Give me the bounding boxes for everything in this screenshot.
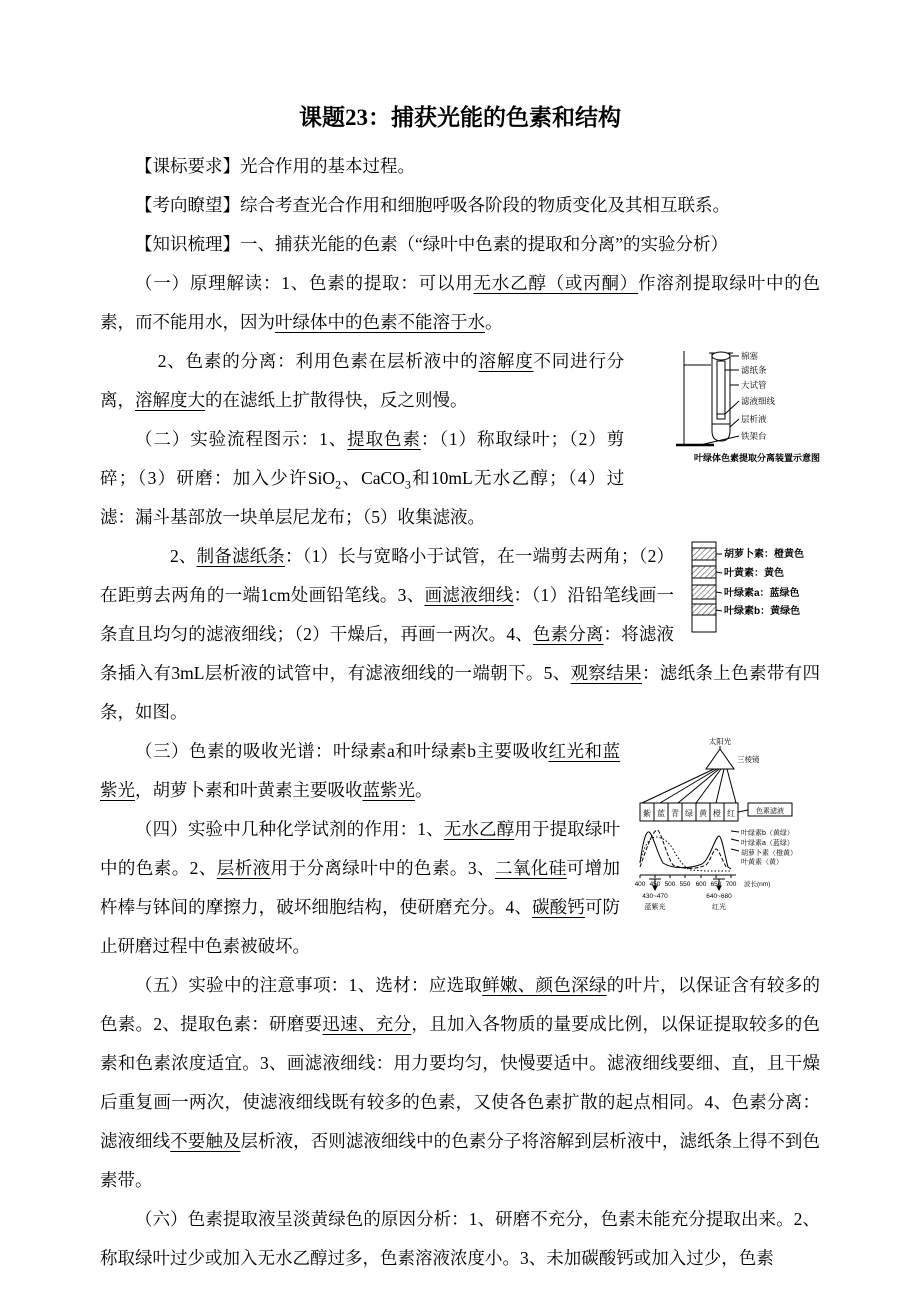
- spectrum-light-blue-violet: 蓝紫光: [644, 904, 666, 911]
- subscript-text-run: 2: [335, 477, 342, 492]
- strip-diagram: [686, 540, 820, 634]
- text-run: 作溶剂提取绿叶中的色素，而不能用水，因为: [100, 273, 821, 332]
- spectrum-range-red: 640~680: [706, 893, 732, 900]
- spectrum-tick-650: 650: [710, 881, 722, 888]
- spectrum-diagram: [632, 735, 820, 913]
- text-run: 的叶片，以保证含有较多的色素。2、提取色素：研磨要: [100, 975, 821, 1034]
- text-run: （二）实验流程图示：1、: [135, 429, 348, 449]
- apparatus-label-cotton-plug: 棉塞: [741, 351, 759, 361]
- strip-labels: [724, 547, 804, 617]
- underlined-text-run: 提取色素: [347, 429, 421, 449]
- underlined-text-run: 鲜嫩、颜色深绿: [482, 975, 607, 995]
- paragraph: [100, 1200, 820, 1278]
- strip-label-chlorophyll-a: 叶绿素a：蓝绿色: [724, 588, 800, 599]
- spectrum-label-prism: 三棱镜: [737, 755, 760, 764]
- text-run: ，胡萝卜素和叶黄素主要吸收: [135, 780, 363, 800]
- spectrum-curve-carotene: 胡萝卜素（橙黄）: [741, 850, 797, 857]
- text-run: 用于提取绿叶中的色素。2、: [100, 819, 621, 878]
- document-title: 课题23：捕获光能的色素和结构: [299, 105, 621, 130]
- text-run: 可增加杵棒与钵间的摩擦力，破坏细胞结构，使研磨充分。4、: [100, 858, 621, 917]
- spectrum-tick-400: 400: [634, 881, 646, 888]
- text-run: ：（1）沿铅笔线画一条直且均匀的滤液细线；（2）干燥后，再画一两次。4、: [100, 585, 675, 644]
- figure-extraction-apparatus: [636, 345, 820, 464]
- spectrum-color-yellow: 黄: [699, 809, 707, 818]
- paragraph: [100, 225, 820, 264]
- strip-label-lutein: 叶黄素：黄色: [724, 568, 784, 579]
- text-run: 和10mL无水乙醇；（4）过滤：漏斗基部放一块单层尼龙布；（5）收集滤液。: [100, 468, 625, 527]
- text-run: 、CaCO: [341, 468, 405, 488]
- spectrum-light-red: 红光: [712, 904, 726, 911]
- text-run: ：（1）长与宽略小于试管，在一端剪去两角；（2）在距剪去两角的一端1cm处画铅笔线。3、: [100, 546, 675, 605]
- spectrum-tick-600: 600: [695, 881, 707, 888]
- spectrum-drawing: [640, 746, 792, 890]
- underlined-text-run: 碳酸钙: [531, 897, 585, 917]
- underlined-text-run: 叶绿体中的色素不能溶于水: [275, 312, 485, 332]
- spectrum-label-filtrate: 色素滤液: [756, 808, 784, 815]
- text-run: 不同进行分离，: [100, 351, 625, 410]
- apparatus-label-chromatography-liquid: 层析液: [741, 414, 767, 424]
- spectrum-curve-lutein: 叶黄素（黄）: [741, 859, 783, 866]
- text-run: 【课标要求】光合作用的基本过程。: [135, 156, 415, 176]
- paragraph: [100, 966, 820, 1200]
- strip-label-chlorophyll-b: 叶绿素b：黄绿色: [724, 606, 801, 617]
- text-run: 2、: [170, 546, 197, 566]
- underlined-text-run: 无水乙醇（或丙酮）: [473, 273, 639, 293]
- spectrum-curve-chlorophyll-b: 叶绿素b（黄绿）: [741, 830, 794, 837]
- spectrum-x-axis-label: 波长(nm): [744, 881, 771, 888]
- apparatus-labels: [741, 351, 776, 441]
- spectrum-tick-500: 500: [664, 881, 676, 888]
- underlined-text-run: 色素分离: [532, 624, 604, 644]
- apparatus-label-paper-strip: 滤纸条: [741, 365, 767, 375]
- text-run: 。: [415, 780, 433, 800]
- apparatus-label-filtrate-line: 滤液细线: [741, 396, 776, 406]
- underlined-text-run: 制备滤纸条: [196, 546, 285, 566]
- apparatus-caption: 叶绿体色素提取分离装置示意图: [693, 453, 820, 463]
- underlined-text-run: 溶解度: [478, 351, 534, 371]
- text-run: （四）实验中几种化学试剂的作用：1、: [135, 819, 444, 839]
- apparatus-drawing: [676, 351, 739, 445]
- spectrum-color-violet: 紫: [643, 809, 651, 818]
- text-run: （六）色素提取液呈淡黄绿色的原因分析：1、研磨不充分，色素未能充分提取出来。2、称取绿叶过少或加入无水乙醇过多，色素溶液浓度小。3、未加碳酸钙或加入过少，色素: [100, 1209, 820, 1268]
- underlined-text-run: 无水乙醇: [443, 819, 515, 839]
- spectrum-label-sunlight: 太阳光: [708, 737, 732, 746]
- spectrum-color-blue: 蓝: [657, 809, 665, 818]
- strip-label-carotene: 胡萝卜素：橙黄色: [724, 549, 804, 560]
- document-body: [100, 147, 820, 1278]
- paragraph: [100, 147, 820, 186]
- text-run: 【知识梳理】一、捕获光能的色素（“绿叶中色素的提取和分离”的实验分析）: [135, 234, 729, 254]
- spectrum-tick-450: 450: [649, 881, 661, 888]
- text-run: （三）色素的吸收光谱：叶绿素a和叶绿素b主要吸收: [135, 741, 549, 761]
- apparatus-diagram: [674, 345, 782, 451]
- underlined-text-run: 红光和蓝紫光: [100, 741, 620, 800]
- spectrum-tick-550: 550: [679, 881, 691, 888]
- text-run: ：将滤液条插入有3mL层析液的试管中，有滤液细线的一端朝下。5、: [100, 624, 675, 683]
- subscript-text-run: 3: [404, 477, 411, 492]
- text-run: 可防止研磨过程中色素被破坏。: [100, 897, 621, 956]
- text-run: ：（1）称取绿叶；（2）剪碎；（3）研磨：加入少许SiO: [100, 429, 625, 488]
- spectrum-tick-700: 700: [725, 881, 737, 888]
- paragraph: [100, 537, 820, 732]
- apparatus-label-test-tube: 大试管: [741, 380, 767, 390]
- strip-drawing: [692, 542, 722, 632]
- text-run: ，且加入各物质的量要成比例，以保证提取较多的色素和色素浓度适宜。3、画滤液细线：用力要均匀，快慢要适中。滤液细线要细、直，且干燥后重复画一两次，使滤液细线既有较多的色素，又使各色素扩散的起点相同。4、色素分离：滤液细线: [100, 1014, 820, 1151]
- paragraph: [100, 264, 820, 342]
- text-run: 。: [485, 312, 503, 332]
- text-run: 2、色素的分离：利用色素在层析液中的: [157, 351, 479, 371]
- underlined-text-run: 层析液: [216, 858, 271, 878]
- underlined-text-run: 不要触及: [170, 1131, 241, 1151]
- figure-filter-paper-strip: [686, 540, 820, 634]
- spectrum-color-orange: 橙: [713, 809, 721, 818]
- text-run: ：滤纸条上色素带有四条，如图。: [100, 663, 820, 722]
- text-run: 【考向瞭望】综合考查光合作用和细胞呼吸各阶段的物质变化及其相互联系。: [135, 195, 730, 215]
- paragraph: [100, 186, 820, 225]
- text-run: （一）原理解读：1、色素的提取：可以用: [135, 273, 474, 293]
- underlined-text-run: 溶解度大: [135, 390, 205, 410]
- text-run: 用于分离绿叶中的色素。3、: [270, 858, 495, 878]
- spectrum-curve-chlorophyll-a: 叶绿素a（蓝绿）: [741, 840, 794, 847]
- spectrum-range-blue: 430~470: [642, 893, 668, 900]
- apparatus-label-iron-stand: 铁架台: [741, 431, 767, 441]
- spectrum-color-green: 绿: [685, 809, 693, 818]
- underlined-text-run: 蓝紫光: [362, 780, 415, 800]
- underlined-text-run: 观察结果: [570, 663, 642, 683]
- text-run: 层析液，否则滤液细线中的色素分子将溶解到层析液中，滤纸条上得不到色素带。: [100, 1131, 820, 1190]
- spectrum-color-red: 红: [727, 809, 735, 818]
- figure-absorption-spectrum: [632, 735, 820, 913]
- underlined-text-run: 二氧化硅: [494, 858, 567, 878]
- underlined-text-run: 迅速、充分: [322, 1014, 412, 1034]
- spectrum-color-cyan: 青: [671, 809, 679, 818]
- spectrum-labels: [635, 736, 797, 911]
- text-run: 的在滤纸上扩散得快，反之则慢。: [205, 390, 468, 410]
- underlined-text-run: 画滤液细线: [424, 585, 514, 605]
- text-run: （五）实验中的注意事项：1、选材：应选取: [135, 975, 483, 995]
